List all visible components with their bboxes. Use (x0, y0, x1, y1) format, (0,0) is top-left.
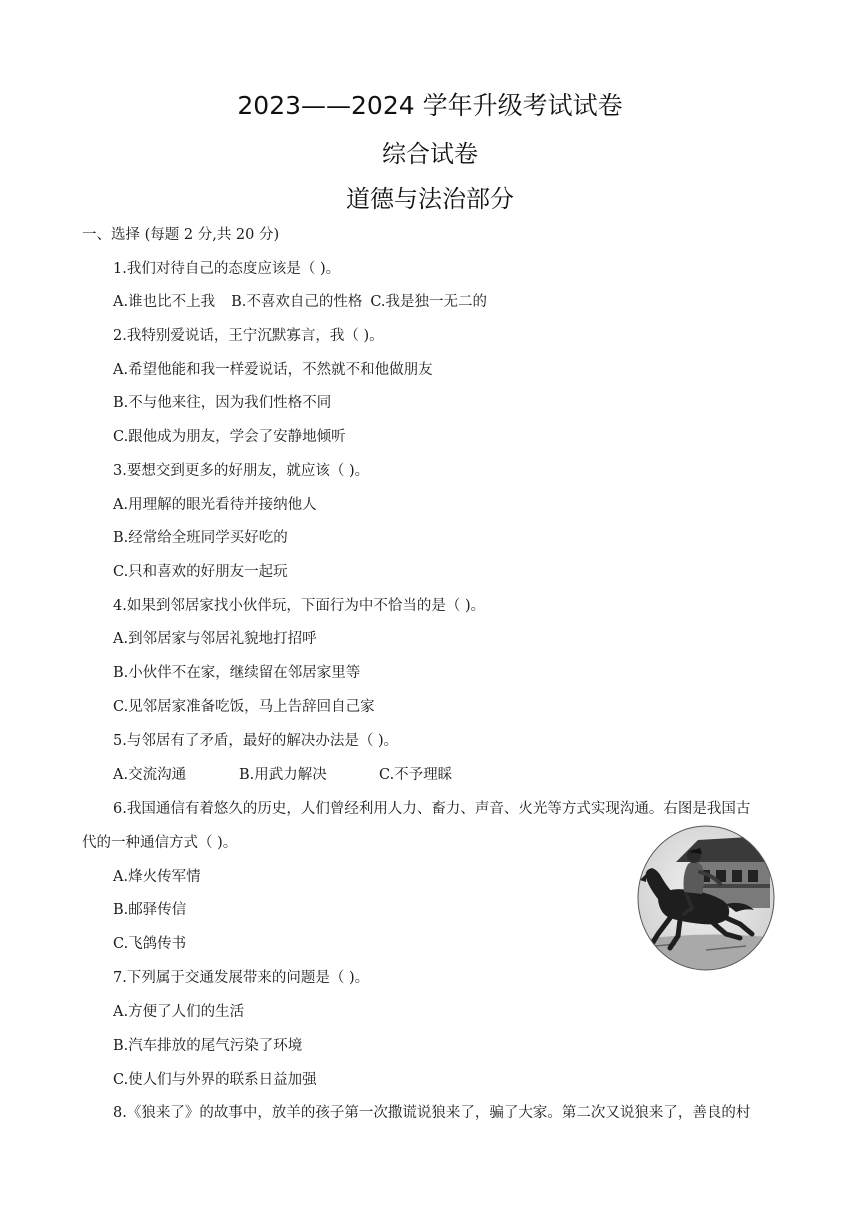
question-stem-continued: 代的一种通信方式（ )。 (82, 835, 238, 851)
question-stem: 7.下列属于交通发展带来的问题是（ )。 (113, 970, 370, 986)
option: C.我是独一无二的 (370, 294, 488, 310)
section-title: 道德与法治部分 (346, 185, 514, 213)
question-stem: 1.我们对待自己的态度应该是（ )。 (113, 261, 341, 277)
option: B.经常给全班同学买好吃的 (113, 530, 288, 546)
option: C.飞鸽传书 (113, 936, 187, 952)
question-stem: 2.我特别爱说话，王宁沉默寡言，我（ )。 (113, 328, 384, 344)
option: B.邮驿传信 (113, 902, 187, 918)
option: A.谁也比不上我 (113, 294, 216, 310)
question-options-row (113, 765, 452, 785)
option: B.小伙伴不在家，继续留在邻居家里等 (113, 665, 361, 681)
question-stem: 6.我国通信有着悠久的历史，人们曾经利用人力、畜力、声音、火光等方式实现沟通。右图是我国古 (113, 801, 751, 817)
option: C.不予理睬 (379, 767, 453, 783)
question-stem: 8.《狼来了》的故事中，放羊的孩子第一次撒谎说狼来了，骗了大家。第二次又说狼来了，善良的村 (113, 1105, 751, 1121)
option: B.不与他来往，因为我们性格不同 (113, 395, 332, 411)
question-options-row (113, 292, 487, 312)
option: A.到邻居家与邻居礼貌地打招呼 (113, 631, 317, 647)
question-stem: 5.与邻居有了矛盾，最好的解决办法是（ )。 (113, 733, 399, 749)
option: B.不喜欢自己的性格 (231, 294, 363, 310)
option: A.希望他能和我一样爱说话，不然就不和他做朋友 (113, 362, 433, 378)
option: A.交流沟通 (113, 767, 187, 783)
option: B.用武力解决 (239, 767, 327, 783)
option: C.跟他成为朋友，学会了安静地倾听 (113, 429, 346, 445)
option: C.使人们与外界的联系日益加强 (113, 1072, 317, 1088)
question-stem: 3.要想交到更多的好朋友，就应该（ )。 (113, 463, 370, 479)
exam-title: 2023——2024 学年升级考试试卷 (237, 91, 623, 120)
courier-horse-illustration (636, 822, 776, 972)
option: A.用理解的眼光看待并接纳他人 (113, 497, 317, 513)
option: A.方便了人们的生活 (113, 1004, 245, 1020)
option: B.汽车排放的尾气污染了环境 (113, 1038, 303, 1054)
option: A.烽火传军情 (113, 869, 201, 885)
part-heading: 一、选择 (每题 2 分,共 20 分) (82, 227, 280, 243)
option: C.见邻居家准备吃饭，马上告辞回自己家 (113, 699, 375, 715)
option: C.只和喜欢的好朋友一起玩 (113, 564, 288, 580)
question-stem: 4.如果到邻居家找小伙伴玩，下面行为中不恰当的是（ )。 (113, 598, 486, 614)
exam-subtitle: 综合试卷 (382, 140, 478, 168)
